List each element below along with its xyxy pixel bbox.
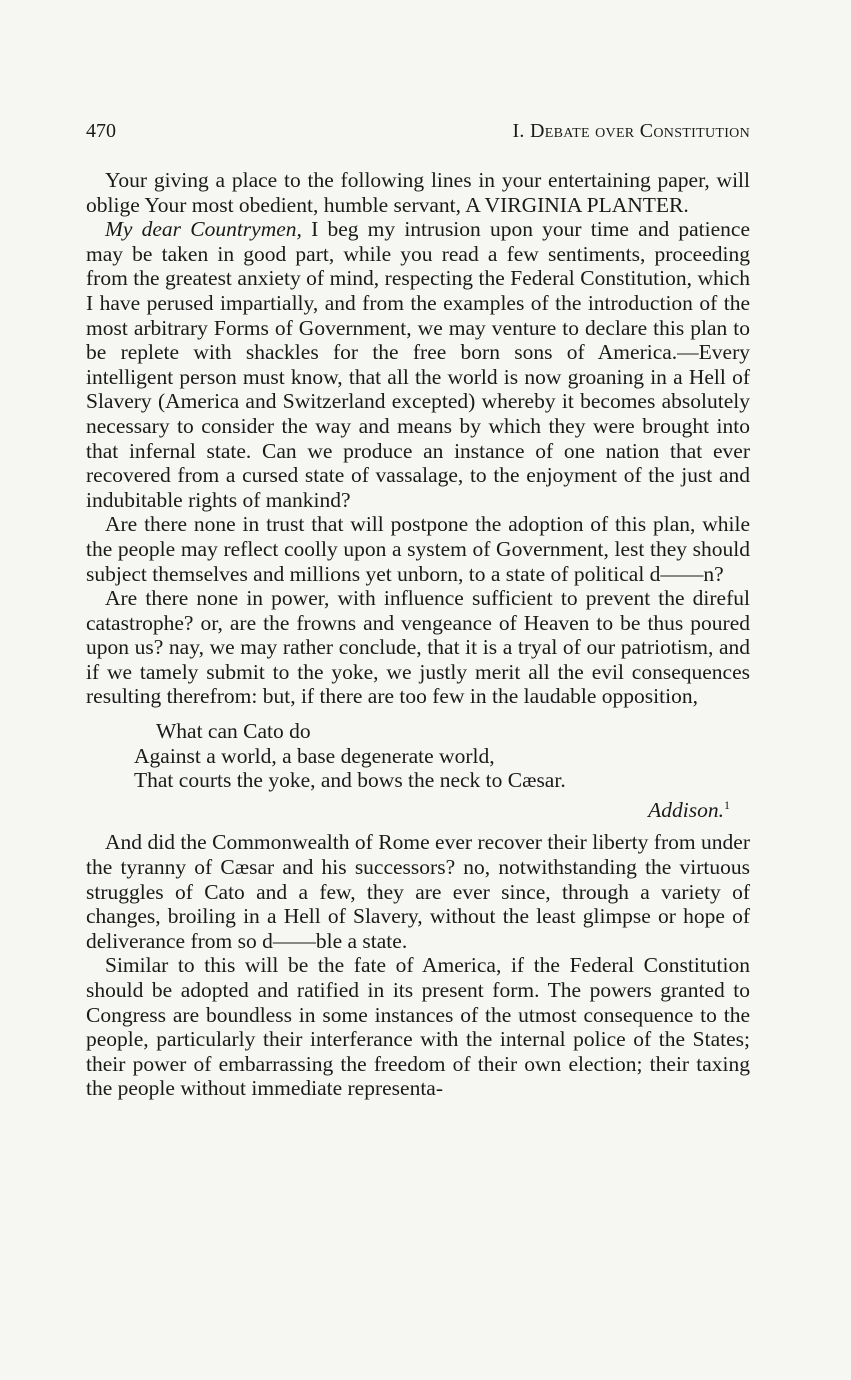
paragraph: [86, 830, 750, 953]
verse-quotation: [86, 719, 750, 822]
paragraph-text: And did the Commonwealth of Rome ever recover their liberty from under the tyranny of Cæsar and his successors? no, notwithstanding the virtuous struggles of Cato and a few, they are ever since, through a variety of changes, broiling in a Hell of Slavery, without the least glimpse or hope of deliverance from so d——ble a state.: [86, 830, 750, 953]
paragraph: [86, 953, 750, 1101]
verse-attribution: [86, 793, 750, 823]
page-body: [86, 168, 750, 1101]
paragraph-text: Are there none in power, with influence sufficient to prevent the direful catastrophe? or, are the frowns and vengeance of Heaven to be thus poured upon us? nay, we may rather conclude, that it is a tryal of our patriotism, and if we tamely submit to the yoke, we justly merit all the evil consequences resulting therefrom: but, if there are too few in the laudable opposition,: [86, 586, 750, 709]
verse-line: What can Cato do: [156, 719, 311, 744]
running-title: I. Debate over Constitution: [512, 120, 750, 142]
paragraph-text: Are there none in trust that will postpone the adoption of this plan, while the people may reflect coolly upon a system of Government, lest they should subject themselves and millions yet unborn, to a state of political d——n?: [86, 512, 750, 586]
salutation: My dear Countrymen,: [105, 217, 302, 242]
paragraph: [86, 586, 750, 709]
verse-line: That courts the yoke, and bows the neck to Cæsar.: [134, 768, 566, 793]
paragraph-text: Similar to this will be the fate of America, if the Federal Constitution should be adopted and ratified in its present form. The powers granted to Congress are boundless in some instances of the utmost consequence to the people, particularly their interferance with the internal police of the States; their power of embarrassing the freedom of their own election; their taxing the people without immediate representa-: [86, 953, 750, 1101]
page-header: [86, 120, 750, 143]
paragraph: [86, 168, 750, 217]
paragraph: [86, 217, 750, 512]
paragraph-text: Your giving a place to the following lines in your entertaining paper, will oblige Your most obedient, humble servant, A VIRGINIA PLANTER.: [86, 168, 750, 217]
paragraph-text: I beg my intrusion upon your time and patience may be taken in good part, while you read a few sentiments, proceeding from the greatest anxiety of mind, respecting the Federal Constitution, which I have perused impartially, and from the examples of the introduction of the most arbitrary Forms of Government, we may venture to declare this plan to be replete with shackles for the free born sons of America.—Every intelligent person must know, that all the world is now groaning in a Hell of Slavery (America and Switzerland excepted) whereby it becomes absolutely necessary to consider the way and means by which they were brought into that infernal state. Can we produce an instance of one nation that ever recovered from a cursed state of vassalage, to the enjoyment of the just and indubitable rights of mankind?: [86, 217, 750, 512]
attribution-name: Addison.: [648, 797, 724, 822]
footnote-marker: 1: [724, 797, 730, 812]
page-number: 470: [86, 120, 116, 142]
verse-line: Against a world, a base degenerate world,: [134, 743, 495, 768]
paragraph: [86, 512, 750, 586]
